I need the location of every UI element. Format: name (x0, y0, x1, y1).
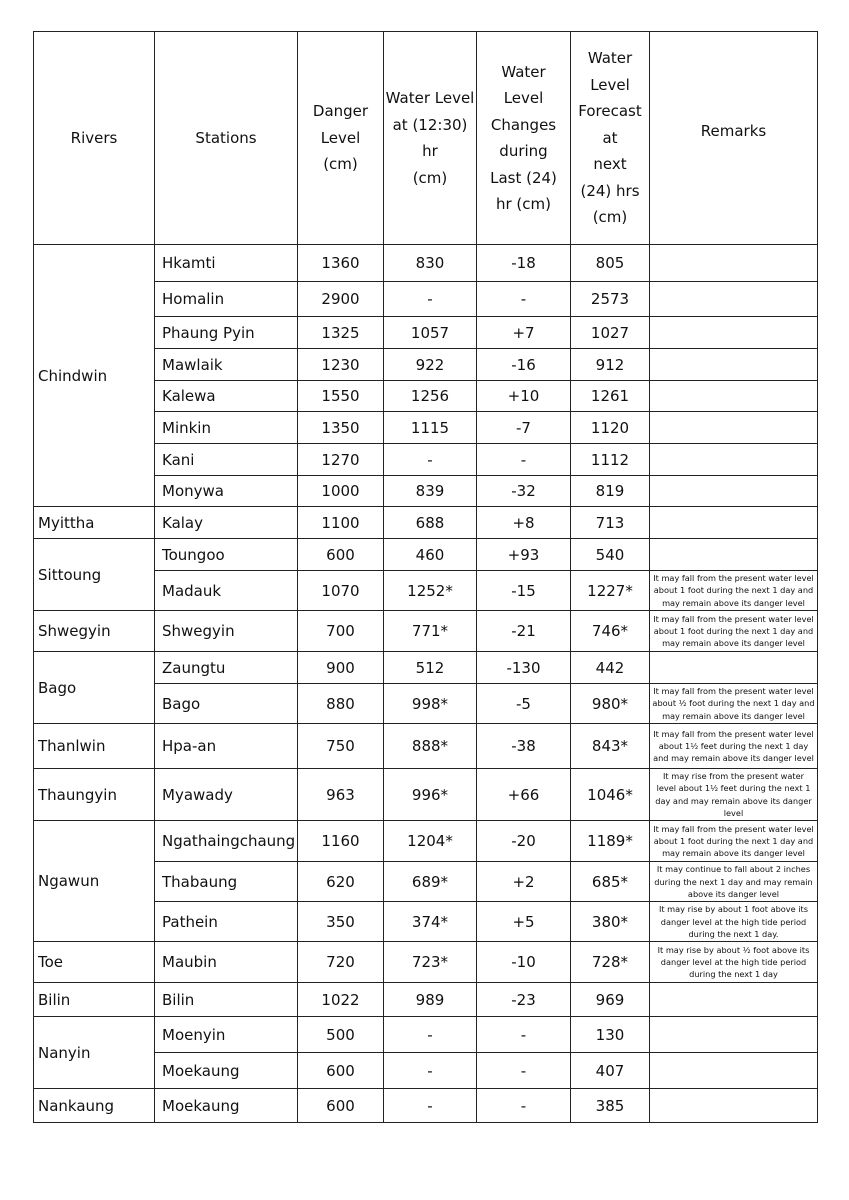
forecast-cell: 1112 (571, 444, 650, 476)
level-change-cell: +5 (477, 902, 571, 942)
remarks-cell (650, 652, 818, 684)
water-level-cell: 998* (384, 684, 477, 724)
level-change-cell: - (477, 1053, 571, 1089)
station-cell: Moenyin (155, 1017, 298, 1053)
danger-level-cell: 600 (298, 539, 384, 571)
table-row (34, 507, 818, 539)
danger-level-cell: 1325 (298, 317, 384, 349)
water-level-cell: 989 (384, 983, 477, 1017)
level-change-cell: +93 (477, 539, 571, 571)
water-level-cell: 512 (384, 652, 477, 684)
forecast-cell: 980* (571, 684, 650, 724)
danger-level-cell: 620 (298, 862, 384, 902)
table-row (34, 245, 818, 282)
remarks-cell: It may fall from the present water level about 1 foot during the next 1 day and may remain above its danger level (650, 571, 818, 611)
danger-level-cell: 1100 (298, 507, 384, 539)
water-level-cell: 830 (384, 245, 477, 282)
level-change-cell: +2 (477, 862, 571, 902)
header-danger-level: Danger Level (cm) (298, 32, 384, 245)
forecast-cell: 380* (571, 902, 650, 942)
remarks-cell (650, 1053, 818, 1089)
remarks-cell (650, 1017, 818, 1053)
remarks-cell: It may fall from the present water level about ½ foot during the next 1 day and may remain above its danger level (650, 684, 818, 724)
remarks-cell (650, 282, 818, 317)
forecast-cell: 130 (571, 1017, 650, 1053)
danger-level-cell: 1270 (298, 444, 384, 476)
forecast-cell: 713 (571, 507, 650, 539)
danger-level-cell: 1022 (298, 983, 384, 1017)
river-cell: Chindwin (34, 245, 155, 507)
station-cell: Maubin (155, 942, 298, 983)
remarks-cell (650, 412, 818, 444)
water-level-cell: - (384, 1053, 477, 1089)
station-cell: Ngathaingchaung (155, 821, 298, 862)
level-change-cell: +10 (477, 381, 571, 412)
table-row (34, 1089, 818, 1123)
danger-level-cell: 880 (298, 684, 384, 724)
danger-level-cell: 1160 (298, 821, 384, 862)
level-change-cell: -20 (477, 821, 571, 862)
forecast-cell: 1227* (571, 571, 650, 611)
remarks-cell (650, 444, 818, 476)
water-level-cell: 839 (384, 476, 477, 507)
river-cell: Nankaung (34, 1089, 155, 1123)
table-row (34, 1017, 818, 1053)
level-change-cell: - (477, 1017, 571, 1053)
water-level-cell: 1256 (384, 381, 477, 412)
danger-level-cell: 1550 (298, 381, 384, 412)
water-level-cell: 1057 (384, 317, 477, 349)
station-cell: Phaung Pyin (155, 317, 298, 349)
water-level-cell: 1252* (384, 571, 477, 611)
water-level-cell: 996* (384, 769, 477, 821)
water-level-cell: 460 (384, 539, 477, 571)
water-level-cell: 723* (384, 942, 477, 983)
danger-level-cell: 1230 (298, 349, 384, 381)
forecast-cell: 819 (571, 476, 650, 507)
remarks-cell (650, 507, 818, 539)
table-row (34, 652, 818, 684)
water-level-cell: 688 (384, 507, 477, 539)
remarks-cell (650, 476, 818, 507)
level-change-cell: +8 (477, 507, 571, 539)
danger-level-cell: 720 (298, 942, 384, 983)
forecast-cell: 407 (571, 1053, 650, 1089)
remarks-cell: It may rise by about ½ foot above its danger level at the high tide period during the next 1 day (650, 942, 818, 983)
forecast-cell: 685* (571, 862, 650, 902)
level-change-cell: +7 (477, 317, 571, 349)
remarks-cell (650, 245, 818, 282)
forecast-cell: 2573 (571, 282, 650, 317)
forecast-cell: 1046* (571, 769, 650, 821)
level-change-cell: - (477, 282, 571, 317)
level-change-cell: - (477, 1089, 571, 1123)
station-cell: Madauk (155, 571, 298, 611)
remarks-cell: It may rise by about 1 foot above its danger level at the high tide period during the next 1 day. (650, 902, 818, 942)
danger-level-cell: 750 (298, 724, 384, 769)
level-change-cell: - (477, 444, 571, 476)
forecast-cell: 805 (571, 245, 650, 282)
forecast-cell: 1261 (571, 381, 650, 412)
forecast-cell: 728* (571, 942, 650, 983)
station-cell: Kani (155, 444, 298, 476)
river-cell: Bago (34, 652, 155, 724)
danger-level-cell: 1070 (298, 571, 384, 611)
level-change-cell: -38 (477, 724, 571, 769)
river-cell: Myittha (34, 507, 155, 539)
station-cell: Mawlaik (155, 349, 298, 381)
table-row (34, 539, 818, 571)
station-cell: Myawady (155, 769, 298, 821)
water-level-cell: 771* (384, 611, 477, 652)
level-change-cell: -18 (477, 245, 571, 282)
water-level-cell: 922 (384, 349, 477, 381)
header-rivers: Rivers (34, 32, 155, 245)
water-level-cell: - (384, 1089, 477, 1123)
header-water-level-change: Water Level Changes during Last (24) hr (cm) (477, 32, 571, 245)
station-cell: Kalewa (155, 381, 298, 412)
river-cell: Toe (34, 942, 155, 983)
danger-level-cell: 350 (298, 902, 384, 942)
station-cell: Minkin (155, 412, 298, 444)
forecast-cell: 442 (571, 652, 650, 684)
danger-level-cell: 700 (298, 611, 384, 652)
level-change-cell: -23 (477, 983, 571, 1017)
danger-level-cell: 1360 (298, 245, 384, 282)
remarks-cell: It may continue to fall about 2 inches during the next 1 day and may remain above its danger level (650, 862, 818, 902)
forecast-cell: 746* (571, 611, 650, 652)
danger-level-cell: 500 (298, 1017, 384, 1053)
remarks-cell: It may rise from the present water level about 1½ feet during the next 1 day and may remain above its danger level (650, 769, 818, 821)
water-level-cell: 1115 (384, 412, 477, 444)
danger-level-cell: 1000 (298, 476, 384, 507)
river-cell: Sittoung (34, 539, 155, 611)
level-change-cell: -130 (477, 652, 571, 684)
remarks-cell: It may fall from the present water level about 1 foot during the next 1 day and may remain above its danger level (650, 821, 818, 862)
remarks-cell (650, 539, 818, 571)
water-level-cell: 374* (384, 902, 477, 942)
danger-level-cell: 600 (298, 1053, 384, 1089)
river-cell: Ngawun (34, 821, 155, 942)
level-change-cell: -5 (477, 684, 571, 724)
station-cell: Bilin (155, 983, 298, 1017)
level-change-cell: -10 (477, 942, 571, 983)
level-change-cell: -32 (477, 476, 571, 507)
station-cell: Kalay (155, 507, 298, 539)
water-level-cell: - (384, 1017, 477, 1053)
forecast-cell: 912 (571, 349, 650, 381)
header-water-level: Water Level at (12:30) hr (cm) (384, 32, 477, 245)
station-cell: Toungoo (155, 539, 298, 571)
water-level-cell: 888* (384, 724, 477, 769)
forecast-cell: 843* (571, 724, 650, 769)
remarks-cell (650, 381, 818, 412)
river-cell: Nanyin (34, 1017, 155, 1089)
river-cell: Thaungyin (34, 769, 155, 821)
river-cell: Shwegyin (34, 611, 155, 652)
table-row (34, 821, 818, 862)
table-row (34, 942, 818, 983)
station-cell: Zaungtu (155, 652, 298, 684)
remarks-cell: It may fall from the present water level about 1 foot during the next 1 day and may remain above its danger level (650, 611, 818, 652)
table-body (34, 245, 818, 1123)
forecast-cell: 1027 (571, 317, 650, 349)
remarks-cell (650, 349, 818, 381)
station-cell: Hpa-an (155, 724, 298, 769)
water-level-cell: 689* (384, 862, 477, 902)
danger-level-cell: 2900 (298, 282, 384, 317)
danger-level-cell: 600 (298, 1089, 384, 1123)
header-stations: Stations (155, 32, 298, 245)
station-cell: Thabaung (155, 862, 298, 902)
level-change-cell: -7 (477, 412, 571, 444)
river-cell: Thanlwin (34, 724, 155, 769)
water-level-cell: 1204* (384, 821, 477, 862)
forecast-cell: 969 (571, 983, 650, 1017)
level-change-cell: -21 (477, 611, 571, 652)
station-cell: Moekaung (155, 1053, 298, 1089)
river-cell: Bilin (34, 983, 155, 1017)
forecast-cell: 540 (571, 539, 650, 571)
forecast-cell: 385 (571, 1089, 650, 1123)
station-cell: Moekaung (155, 1089, 298, 1123)
header-forecast: Water Level Forecast at next (24) hrs (cm) (571, 32, 650, 245)
forecast-cell: 1189* (571, 821, 650, 862)
danger-level-cell: 1350 (298, 412, 384, 444)
forecast-cell: 1120 (571, 412, 650, 444)
remarks-cell (650, 1089, 818, 1123)
table-row (34, 983, 818, 1017)
station-cell: Pathein (155, 902, 298, 942)
station-cell: Shwegyin (155, 611, 298, 652)
station-cell: Hkamti (155, 245, 298, 282)
danger-level-cell: 963 (298, 769, 384, 821)
remarks-cell (650, 983, 818, 1017)
remarks-cell (650, 317, 818, 349)
table-row (34, 611, 818, 652)
table-row (34, 769, 818, 821)
table-row (34, 724, 818, 769)
station-cell: Monywa (155, 476, 298, 507)
station-cell: Bago (155, 684, 298, 724)
station-cell: Homalin (155, 282, 298, 317)
level-change-cell: -16 (477, 349, 571, 381)
danger-level-cell: 900 (298, 652, 384, 684)
remarks-cell: It may fall from the present water level about 1½ feet during the next 1 day and may remain above its danger level (650, 724, 818, 769)
header-row (34, 32, 818, 245)
header-remarks: Remarks (650, 32, 818, 245)
water-level-cell: - (384, 282, 477, 317)
water-level-cell: - (384, 444, 477, 476)
level-change-cell: -15 (477, 571, 571, 611)
water-level-table (33, 31, 818, 1123)
level-change-cell: +66 (477, 769, 571, 821)
